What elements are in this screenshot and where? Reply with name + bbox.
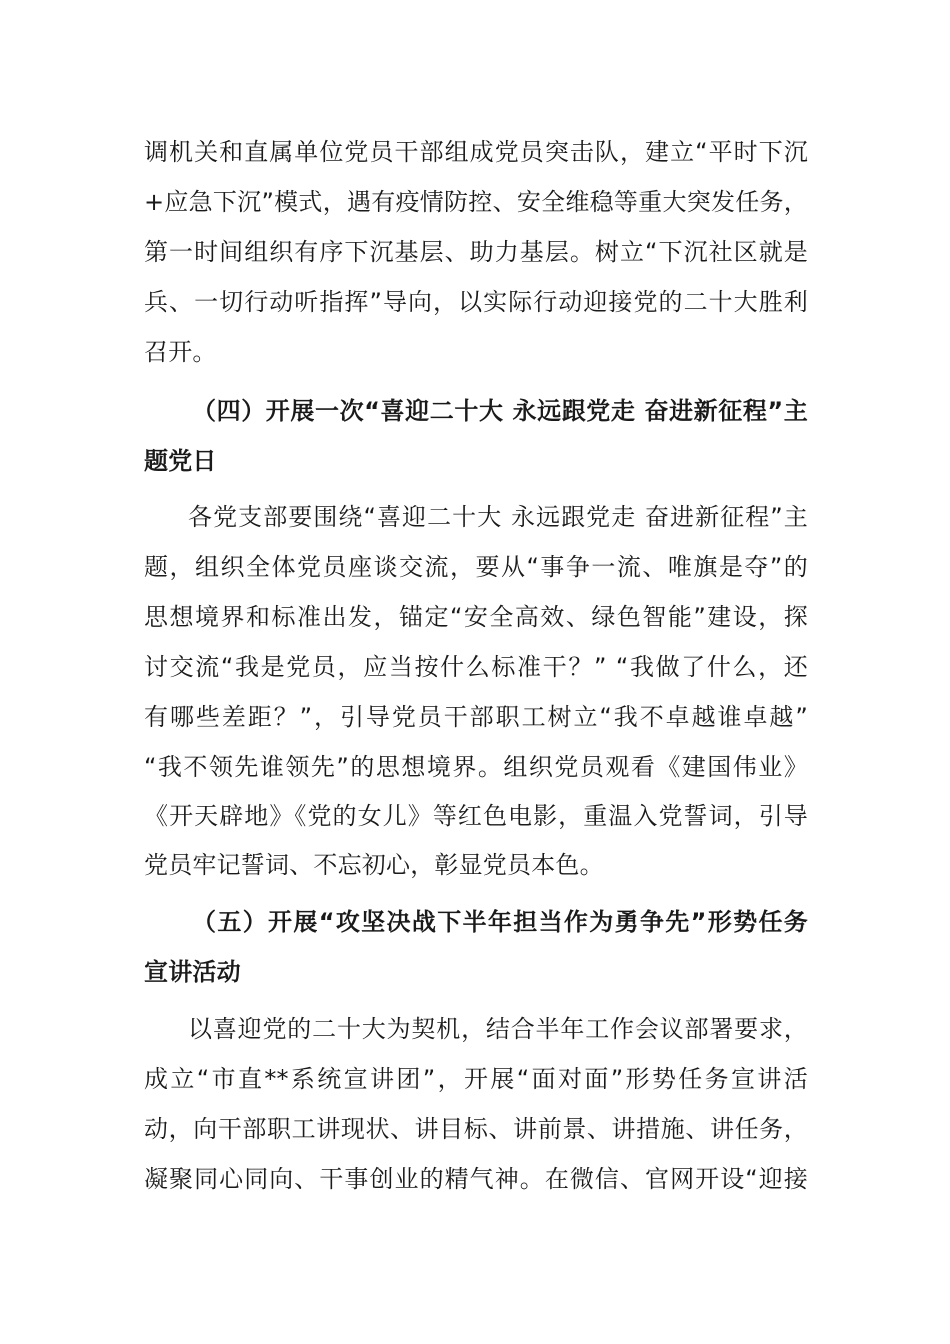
paragraph-line: “我不领先谁领先”的思想境界。组织党员观看《建国伟业》 [144,753,808,781]
paragraph-line: 召开。 [144,338,217,366]
paragraph-line: 题，组织全体党员座谈交流，要从“事争一流、唯旗是夺”的 [144,553,808,581]
paragraph-line: 第一时间组织有序下沉基层、助力基层。树立“下沉社区就是 [144,238,808,266]
paragraph-line: +应急下沉”模式，遇有疫情防控、安全维稳等重大突发任务， [144,188,808,216]
section-heading-line: 宣讲活动 [144,958,241,986]
paragraph-line: 党员牢记誓词、不忘初心，彰显党员本色。 [144,851,604,879]
section-heading-line: （四）开展一次“喜迎二十大 永远跟党走 奋进新征程”主 [192,397,808,425]
section-heading-line: 题党日 [144,447,217,475]
paragraph-line: 有哪些差距？”，引导党员干部职工树立“我不卓越谁卓越” [144,703,808,731]
paragraph-line: 《开天辟地》《党的女儿》等红色电影，重温入党誓词，引导 [144,802,808,830]
paragraph-line: 思想境界和标准出发，锚定“安全高效、绿色智能”建设，探 [144,603,808,631]
paragraph-line: 兵、一切行动听指挥”导向，以实际行动迎接党的二十大胜利 [144,288,808,316]
paragraph-line: 调机关和直属单位党员干部组成党员突击队，建立“平时下沉 [144,138,808,166]
paragraph-line: 凝聚同心同向、干事创业的精气神。在微信、官网开设“迎接 [144,1165,808,1193]
paragraph-line: 讨交流“我是党员，应当按什么标准干？” “我做了什么，还 [144,653,808,681]
paragraph-line: 各党支部要围绕“喜迎二十大 永远跟党走 奋进新征程”主 [188,503,808,531]
section-heading-line: （五）开展“攻坚决战下半年担当作为勇争先”形势任务 [192,908,808,936]
paragraph-line: 成立“市直**系统宣讲团”，开展“面对面”形势任务宣讲活 [144,1065,808,1093]
paragraph-line: 动，向干部职工讲现状、讲目标、讲前景、讲措施、讲任务， [144,1115,808,1143]
paragraph-line: 以喜迎党的二十大为契机，结合半年工作会议部署要求， [188,1015,808,1043]
